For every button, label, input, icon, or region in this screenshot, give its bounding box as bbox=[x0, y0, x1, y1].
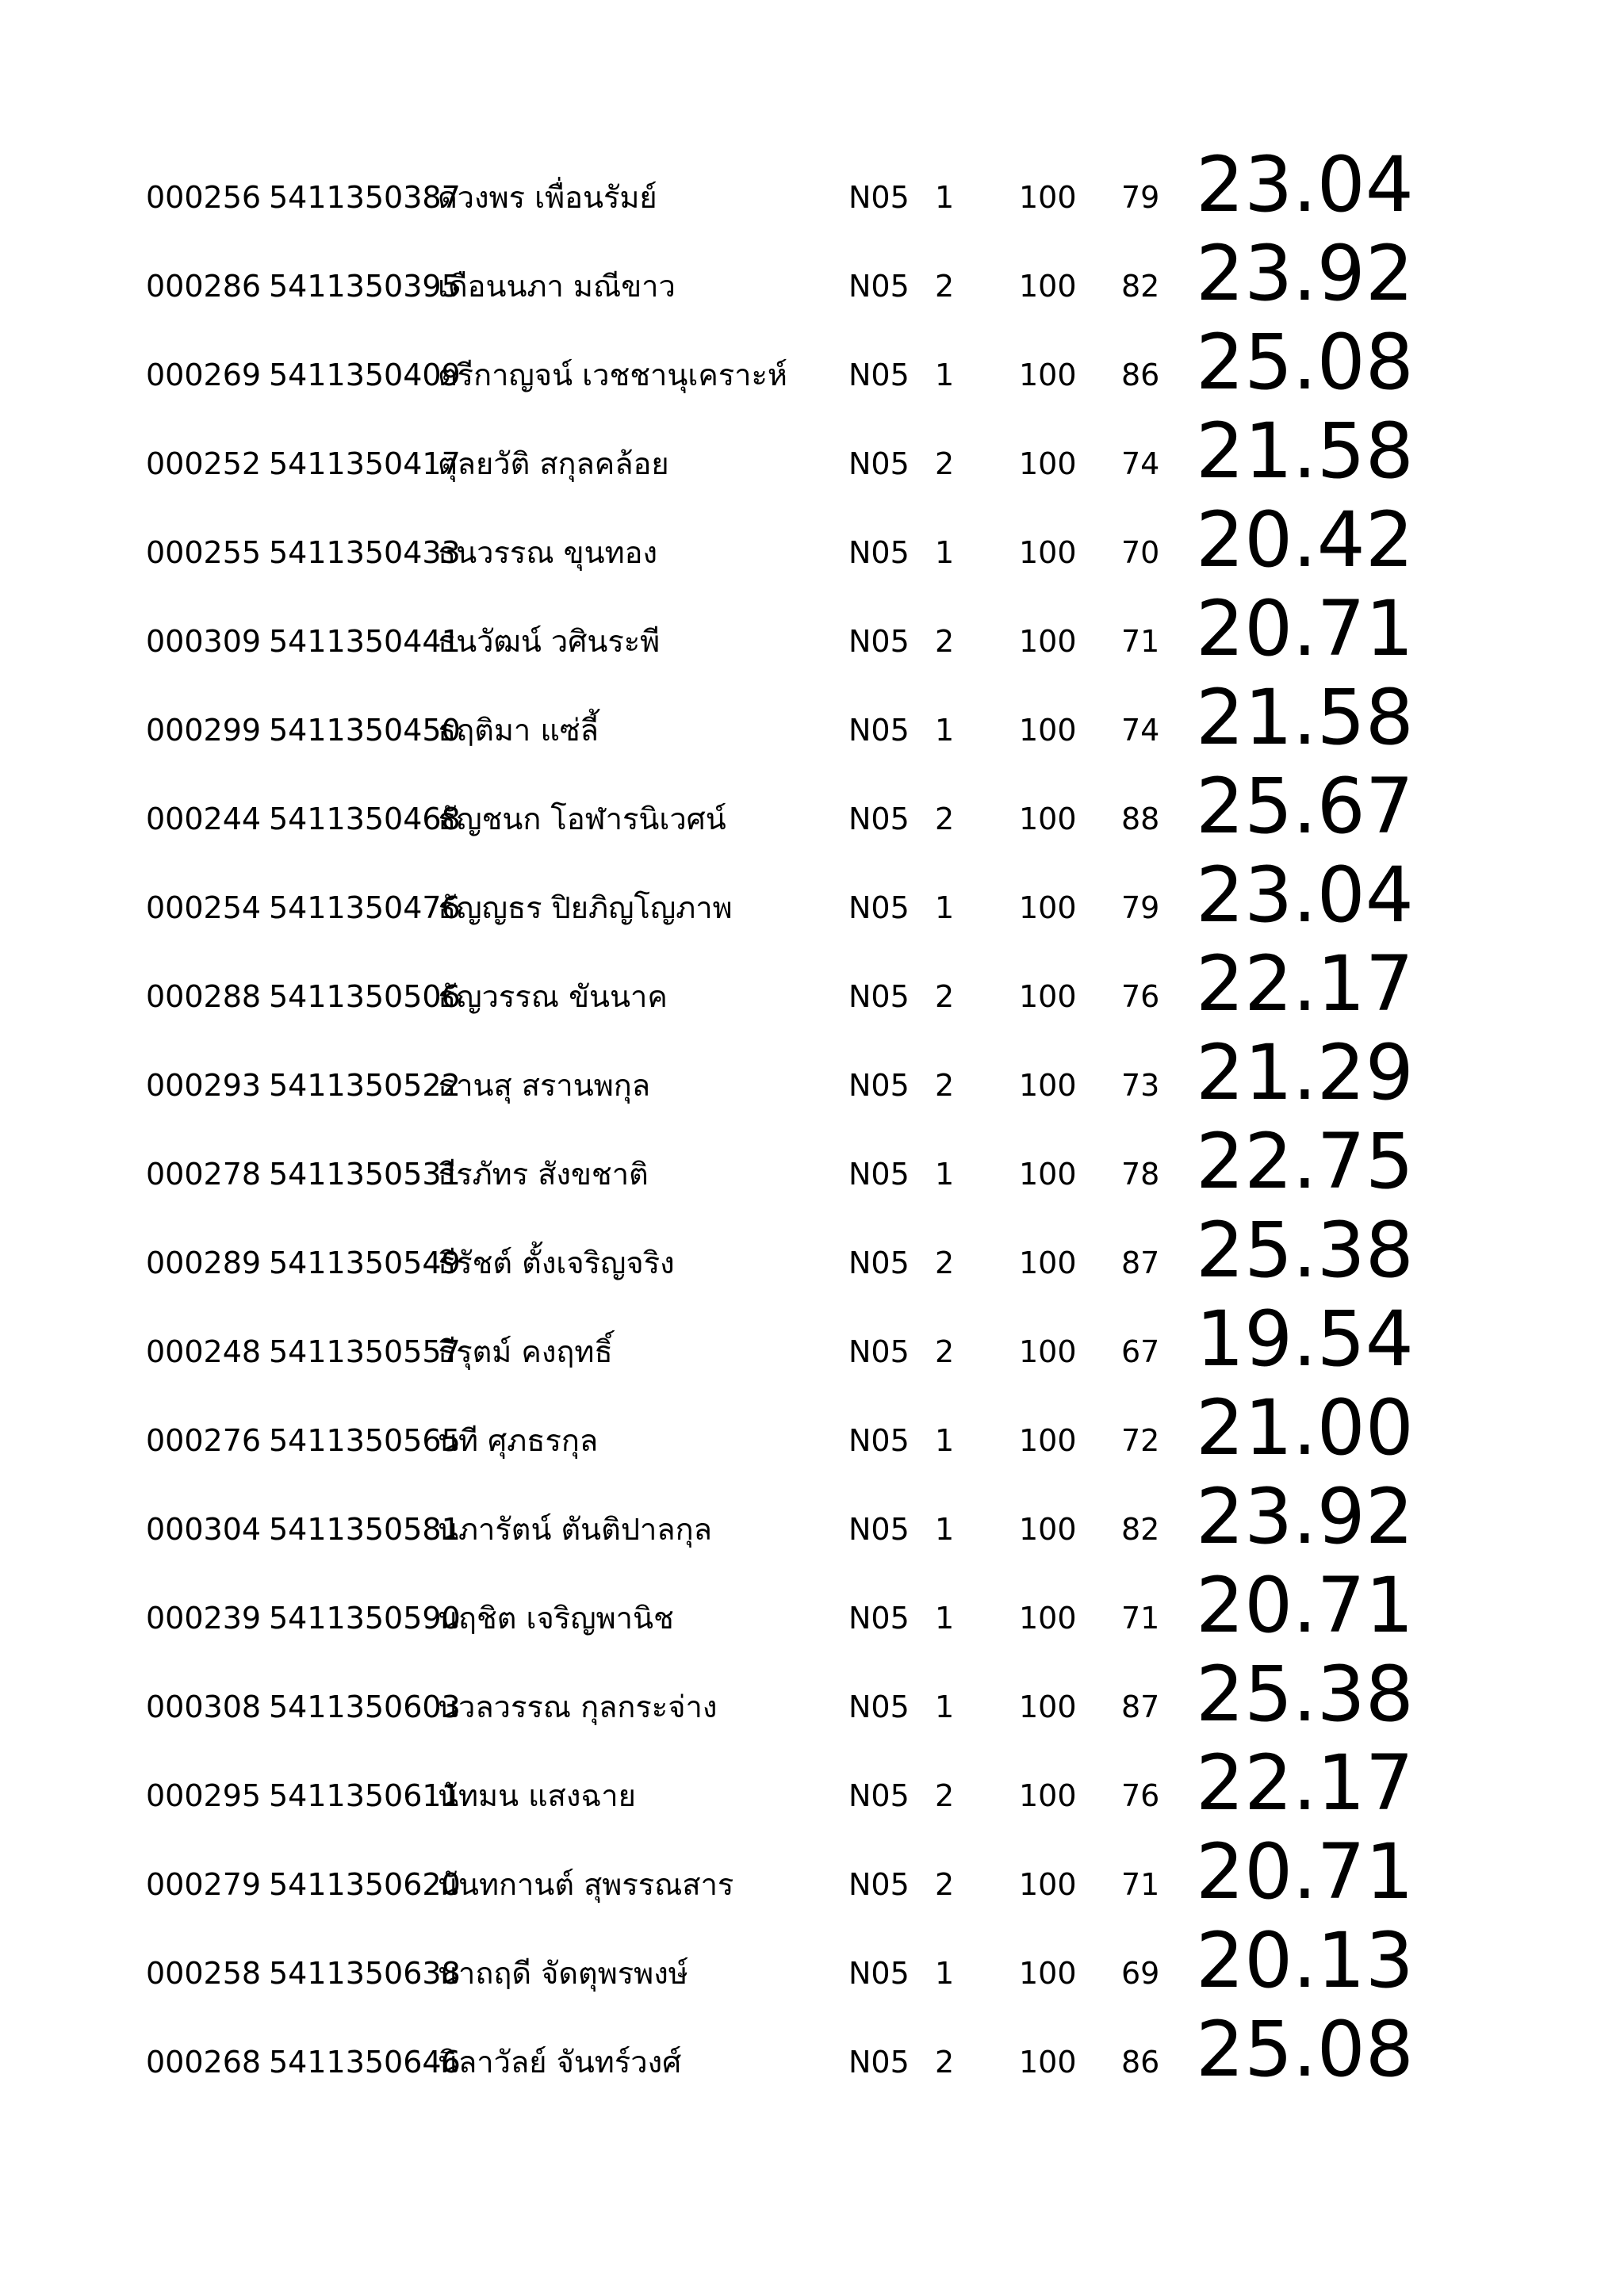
student-id: 5411350441 bbox=[269, 624, 461, 659]
weighted-score: 20.71 bbox=[1196, 584, 1414, 673]
student-id: 5411350646 bbox=[269, 2045, 461, 2080]
weighted-score: 25.38 bbox=[1196, 1650, 1414, 1739]
total-score: 100 bbox=[1019, 2045, 1077, 2080]
total-score: 100 bbox=[1019, 1689, 1077, 1724]
total-score: 100 bbox=[1019, 802, 1077, 836]
group-number: 1 bbox=[935, 535, 955, 570]
raw-score: 76 bbox=[1121, 979, 1160, 1014]
total-score: 100 bbox=[1019, 1778, 1077, 1813]
sequence-number: 000289 bbox=[146, 1246, 262, 1280]
group-number: 1 bbox=[935, 890, 955, 925]
sequence-number: 000244 bbox=[146, 802, 262, 836]
course-code: N05 bbox=[848, 269, 910, 304]
total-score: 100 bbox=[1019, 1246, 1077, 1280]
course-code: N05 bbox=[848, 979, 910, 1014]
course-code: N05 bbox=[848, 1601, 910, 1636]
group-number: 2 bbox=[935, 446, 955, 481]
course-code: N05 bbox=[848, 2045, 910, 2080]
student-name: ธฤติมา แซ่ลี้ bbox=[438, 713, 599, 748]
weighted-score: 19.54 bbox=[1196, 1295, 1414, 1383]
group-number: 2 bbox=[935, 1334, 955, 1369]
sequence-number: 000254 bbox=[146, 890, 262, 925]
student-id: 5411350409 bbox=[269, 358, 461, 392]
course-code: N05 bbox=[848, 535, 910, 570]
course-code: N05 bbox=[848, 180, 910, 215]
student-id: 5411350581 bbox=[269, 1512, 461, 1547]
raw-score: 79 bbox=[1121, 890, 1160, 925]
student-name: นาถฤดี จัดตุพรพงษ์ bbox=[438, 1956, 688, 1991]
student-id: 5411350417 bbox=[269, 446, 461, 481]
sequence-number: 000299 bbox=[146, 713, 262, 748]
weighted-score: 22.75 bbox=[1196, 1117, 1414, 1206]
course-code: N05 bbox=[848, 1068, 910, 1103]
student-id: 5411350638 bbox=[269, 1956, 461, 1991]
raw-score: 76 bbox=[1121, 1778, 1160, 1813]
student-id: 5411350557 bbox=[269, 1334, 461, 1369]
course-code: N05 bbox=[848, 1512, 910, 1547]
student-name: นฤชิต เจริญพานิช bbox=[438, 1601, 674, 1636]
student-name: เดือนนภา มณีขาว bbox=[438, 269, 676, 304]
total-score: 100 bbox=[1019, 979, 1077, 1014]
sequence-number: 000293 bbox=[146, 1068, 262, 1103]
raw-score: 79 bbox=[1121, 180, 1160, 215]
weighted-score: 23.92 bbox=[1196, 229, 1414, 318]
course-code: N05 bbox=[848, 1334, 910, 1369]
group-number: 2 bbox=[935, 269, 955, 304]
sequence-number: 000248 bbox=[146, 1334, 262, 1369]
total-score: 100 bbox=[1019, 1601, 1077, 1636]
sequence-number: 000278 bbox=[146, 1157, 262, 1192]
weighted-score: 23.04 bbox=[1196, 140, 1414, 229]
sequence-number: 000288 bbox=[146, 979, 262, 1014]
student-id: 5411350611 bbox=[269, 1778, 461, 1813]
raw-score: 87 bbox=[1121, 1246, 1160, 1280]
student-id: 5411350603 bbox=[269, 1689, 461, 1724]
student-name: ธีรภัทร สังขชาติ bbox=[438, 1157, 649, 1192]
student-id: 5411350476 bbox=[269, 890, 461, 925]
raw-score: 72 bbox=[1121, 1423, 1160, 1458]
raw-score: 86 bbox=[1121, 2045, 1160, 2080]
student-id: 5411350450 bbox=[269, 713, 461, 748]
group-number: 1 bbox=[935, 1956, 955, 1991]
group-number: 2 bbox=[935, 624, 955, 659]
total-score: 100 bbox=[1019, 624, 1077, 659]
student-name: ธนวรรณ ขุนทอง bbox=[438, 535, 658, 570]
course-code: N05 bbox=[848, 358, 910, 392]
student-id: 5411350468 bbox=[269, 802, 461, 836]
student-id: 5411350395 bbox=[269, 269, 461, 304]
weighted-score: 23.92 bbox=[1196, 1472, 1414, 1561]
student-name: ธานสุ สรานพกุล bbox=[438, 1068, 651, 1103]
student-id: 5411350549 bbox=[269, 1246, 461, 1280]
sequence-number: 000276 bbox=[146, 1423, 262, 1458]
student-id: 5411350590 bbox=[269, 1601, 461, 1636]
group-number: 1 bbox=[935, 1423, 955, 1458]
total-score: 100 bbox=[1019, 1423, 1077, 1458]
group-number: 1 bbox=[935, 358, 955, 392]
group-number: 2 bbox=[935, 2045, 955, 2080]
total-score: 100 bbox=[1019, 1157, 1077, 1192]
student-name: ดวงพร เพื่อนรัมย์ bbox=[438, 180, 657, 215]
total-score: 100 bbox=[1019, 1068, 1077, 1103]
sequence-number: 000304 bbox=[146, 1512, 262, 1547]
student-id: 5411350565 bbox=[269, 1423, 461, 1458]
weighted-score: 22.17 bbox=[1196, 939, 1414, 1028]
sequence-number: 000309 bbox=[146, 624, 262, 659]
group-number: 2 bbox=[935, 1778, 955, 1813]
raw-score: 74 bbox=[1121, 713, 1160, 748]
student-name: นภารัตน์ ตันติปาลกุล bbox=[438, 1512, 712, 1547]
sequence-number: 000268 bbox=[146, 2045, 262, 2080]
student-name: ธัญชนก โอฬารนิเวศน์ bbox=[438, 802, 726, 836]
sequence-number: 000239 bbox=[146, 1601, 262, 1636]
student-name: ธัญวรรณ ขันนาค bbox=[438, 979, 668, 1014]
score-table bbox=[0, 140, 1624, 2107]
total-score: 100 bbox=[1019, 1334, 1077, 1369]
group-number: 2 bbox=[935, 1068, 955, 1103]
course-code: N05 bbox=[848, 802, 910, 836]
total-score: 100 bbox=[1019, 1867, 1077, 1902]
raw-score: 67 bbox=[1121, 1334, 1160, 1369]
weighted-score: 23.04 bbox=[1196, 851, 1414, 939]
total-score: 100 bbox=[1019, 535, 1077, 570]
group-number: 1 bbox=[935, 1601, 955, 1636]
student-name: ธนวัฒน์ วศินระพี bbox=[438, 624, 661, 659]
sequence-number: 000258 bbox=[146, 1956, 262, 1991]
group-number: 2 bbox=[935, 1867, 955, 1902]
raw-score: 71 bbox=[1121, 624, 1160, 659]
course-code: N05 bbox=[848, 624, 910, 659]
raw-score: 73 bbox=[1121, 1068, 1160, 1103]
course-code: N05 bbox=[848, 1778, 910, 1813]
course-code: N05 bbox=[848, 1956, 910, 1991]
weighted-score: 20.71 bbox=[1196, 1561, 1414, 1650]
total-score: 100 bbox=[1019, 358, 1077, 392]
group-number: 2 bbox=[935, 1246, 955, 1280]
weighted-score: 20.42 bbox=[1196, 496, 1414, 584]
student-name: ธีรุตม์ คงฤทธิ์ bbox=[438, 1334, 613, 1369]
student-name: นิลาวัลย์ จันทร์วงศ์ bbox=[438, 2045, 682, 2080]
student-id: 5411350620 bbox=[269, 1867, 461, 1902]
group-number: 1 bbox=[935, 1512, 955, 1547]
course-code: N05 bbox=[848, 446, 910, 481]
raw-score: 86 bbox=[1121, 358, 1160, 392]
student-name: ธีรัชต์ ตั้งเจริญจริง bbox=[438, 1246, 675, 1280]
weighted-score: 21.58 bbox=[1196, 673, 1414, 762]
weighted-score: 20.13 bbox=[1196, 1916, 1414, 2005]
group-number: 2 bbox=[935, 802, 955, 836]
sequence-number: 000255 bbox=[146, 535, 262, 570]
sequence-number: 000308 bbox=[146, 1689, 262, 1724]
course-code: N05 bbox=[848, 1689, 910, 1724]
course-code: N05 bbox=[848, 890, 910, 925]
student-name: นันทกานต์ สุพรรณสาร bbox=[438, 1867, 734, 1902]
total-score: 100 bbox=[1019, 1512, 1077, 1547]
weighted-score: 25.08 bbox=[1196, 318, 1414, 407]
total-score: 100 bbox=[1019, 890, 1077, 925]
group-number: 1 bbox=[935, 1157, 955, 1192]
student-id: 5411350433 bbox=[269, 535, 461, 570]
group-number: 1 bbox=[935, 180, 955, 215]
student-name: ธัญญธร ปิยภิญโญภาพ bbox=[438, 890, 733, 925]
student-name: ตุลยวัติ สกุลคล้อย bbox=[438, 446, 669, 481]
sequence-number: 000256 bbox=[146, 180, 262, 215]
raw-score: 74 bbox=[1121, 446, 1160, 481]
sequence-number: 000269 bbox=[146, 358, 262, 392]
raw-score: 82 bbox=[1121, 1512, 1160, 1547]
course-code: N05 bbox=[848, 1246, 910, 1280]
sequence-number: 000295 bbox=[146, 1778, 262, 1813]
group-number: 2 bbox=[935, 979, 955, 1014]
sequence-number: 000252 bbox=[146, 446, 262, 481]
weighted-score: 25.08 bbox=[1196, 2005, 1414, 2094]
raw-score: 82 bbox=[1121, 269, 1160, 304]
group-number: 1 bbox=[935, 713, 955, 748]
raw-score: 69 bbox=[1121, 1956, 1160, 1991]
course-code: N05 bbox=[848, 1157, 910, 1192]
weighted-score: 20.71 bbox=[1196, 1827, 1414, 1916]
student-name: นวลวรรณ กุลกระจ่าง bbox=[438, 1689, 718, 1724]
sequence-number: 000286 bbox=[146, 269, 262, 304]
total-score: 100 bbox=[1019, 180, 1077, 215]
raw-score: 70 bbox=[1121, 535, 1160, 570]
weighted-score: 22.17 bbox=[1196, 1739, 1414, 1827]
raw-score: 71 bbox=[1121, 1601, 1160, 1636]
weighted-score: 25.67 bbox=[1196, 762, 1414, 851]
course-code: N05 bbox=[848, 1867, 910, 1902]
sequence-number: 000279 bbox=[146, 1867, 262, 1902]
total-score: 100 bbox=[1019, 1956, 1077, 1991]
raw-score: 88 bbox=[1121, 802, 1160, 836]
course-code: N05 bbox=[848, 1423, 910, 1458]
student-id: 5411350387 bbox=[269, 180, 461, 215]
student-name: ตรีกาญจน์ เวชชานุเคราะห์ bbox=[438, 358, 787, 392]
course-code: N05 bbox=[848, 713, 910, 748]
student-id: 5411350522 bbox=[269, 1068, 461, 1103]
table-row bbox=[0, 2005, 1624, 2107]
group-number: 1 bbox=[935, 1689, 955, 1724]
weighted-score: 25.38 bbox=[1196, 1206, 1414, 1295]
raw-score: 87 bbox=[1121, 1689, 1160, 1724]
weighted-score: 21.58 bbox=[1196, 407, 1414, 496]
total-score: 100 bbox=[1019, 269, 1077, 304]
raw-score: 71 bbox=[1121, 1867, 1160, 1902]
student-name: นที ศุภธรกุล bbox=[438, 1423, 599, 1458]
student-id: 5411350506 bbox=[269, 979, 461, 1014]
student-name: นัทมน แสงฉาย bbox=[438, 1778, 636, 1813]
weighted-score: 21.00 bbox=[1196, 1383, 1414, 1472]
weighted-score: 21.29 bbox=[1196, 1028, 1414, 1117]
total-score: 100 bbox=[1019, 713, 1077, 748]
total-score: 100 bbox=[1019, 446, 1077, 481]
student-id: 5411350531 bbox=[269, 1157, 461, 1192]
raw-score: 78 bbox=[1121, 1157, 1160, 1192]
